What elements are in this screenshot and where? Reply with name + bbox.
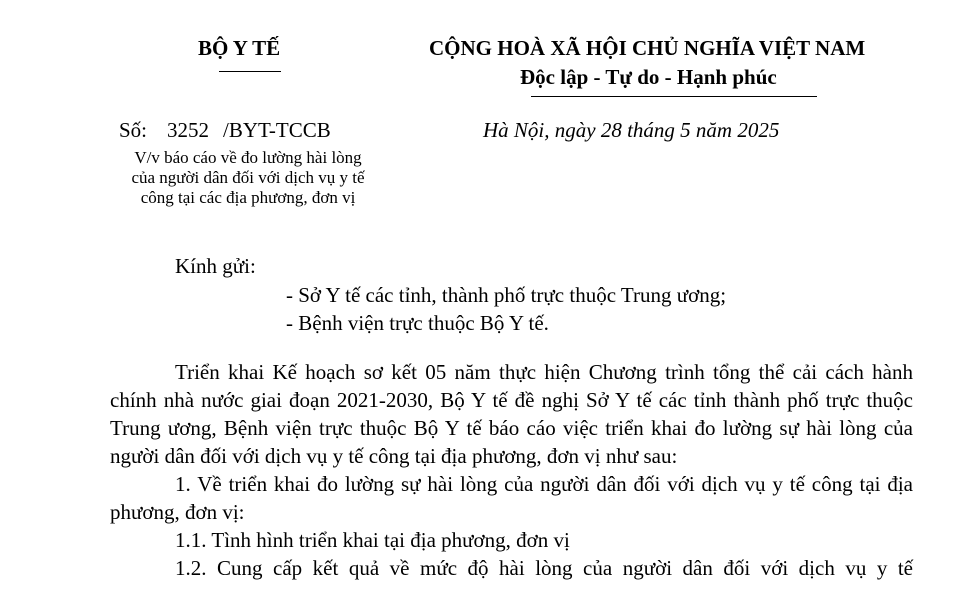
nation-motto: Độc lập - Tự do - Hạnh phúc [520, 65, 777, 89]
subject-line: V/v báo cáo về đo lường hài lòng [134, 148, 362, 167]
nation-title: CỘNG HOÀ XÃ HỘI CHỦ NGHĨA VIỆT NAM [429, 36, 866, 60]
document-subject [100, 148, 396, 208]
document-number-code: /BYT-TCCB [223, 118, 331, 142]
salutation: Kính gửi: [175, 254, 256, 278]
body-paragraph-section-1-2: 1.2. Cung cấp kết quả về mức độ hài lòng của người dân đối với dịch vụ y tế [175, 556, 913, 580]
body-paragraph-section-1-1: 1.1. Tình hình triển khai tại địa phương, đơn vị [175, 528, 570, 552]
ministry-underline [219, 71, 281, 72]
document-number-label: Số: [119, 118, 148, 142]
recipient-item: - Bệnh viện trực thuộc Bộ Y tế. [286, 311, 549, 335]
motto-underline [531, 96, 817, 97]
document-number [119, 118, 331, 143]
subject-line: công tại các địa phương, đơn vị [140, 188, 356, 207]
body-paragraph-section-1: 1. Về triển khai đo lường sự hài lòng của người dân đối với dịch vụ y tế công tại địa phương, đơn vị: [110, 472, 913, 524]
document-number-value: 3252 [167, 118, 210, 142]
body-paragraph-intro: Triển khai Kế hoạch sơ kết 05 năm thực hiện Chương trình tổng thể cải cách hành chính nhà nước giai đoạn 2021-2030, Bộ Y tế đề nghị Sở Y tế các tỉnh thành phố trực thuộc Trung ương, Bệnh viện trực thuộc Bộ Y tế báo cáo việc triển khai đo lường sự hài lòng của người dân đối với dịch vụ y tế công tại địa phương, đơn vị như sau: [110, 360, 913, 468]
ministry-name: BỘ Y TẾ [198, 36, 281, 60]
document-body [110, 358, 913, 610]
recipient-item: - Sở Y tế các tỉnh, thành phố trực thuộc Trung ương; [286, 283, 727, 307]
subject-line: của người dân đối với dịch vụ y tế [131, 168, 365, 187]
place-and-date: Hà Nội, ngày 28 tháng 5 năm 2025 [483, 118, 780, 142]
